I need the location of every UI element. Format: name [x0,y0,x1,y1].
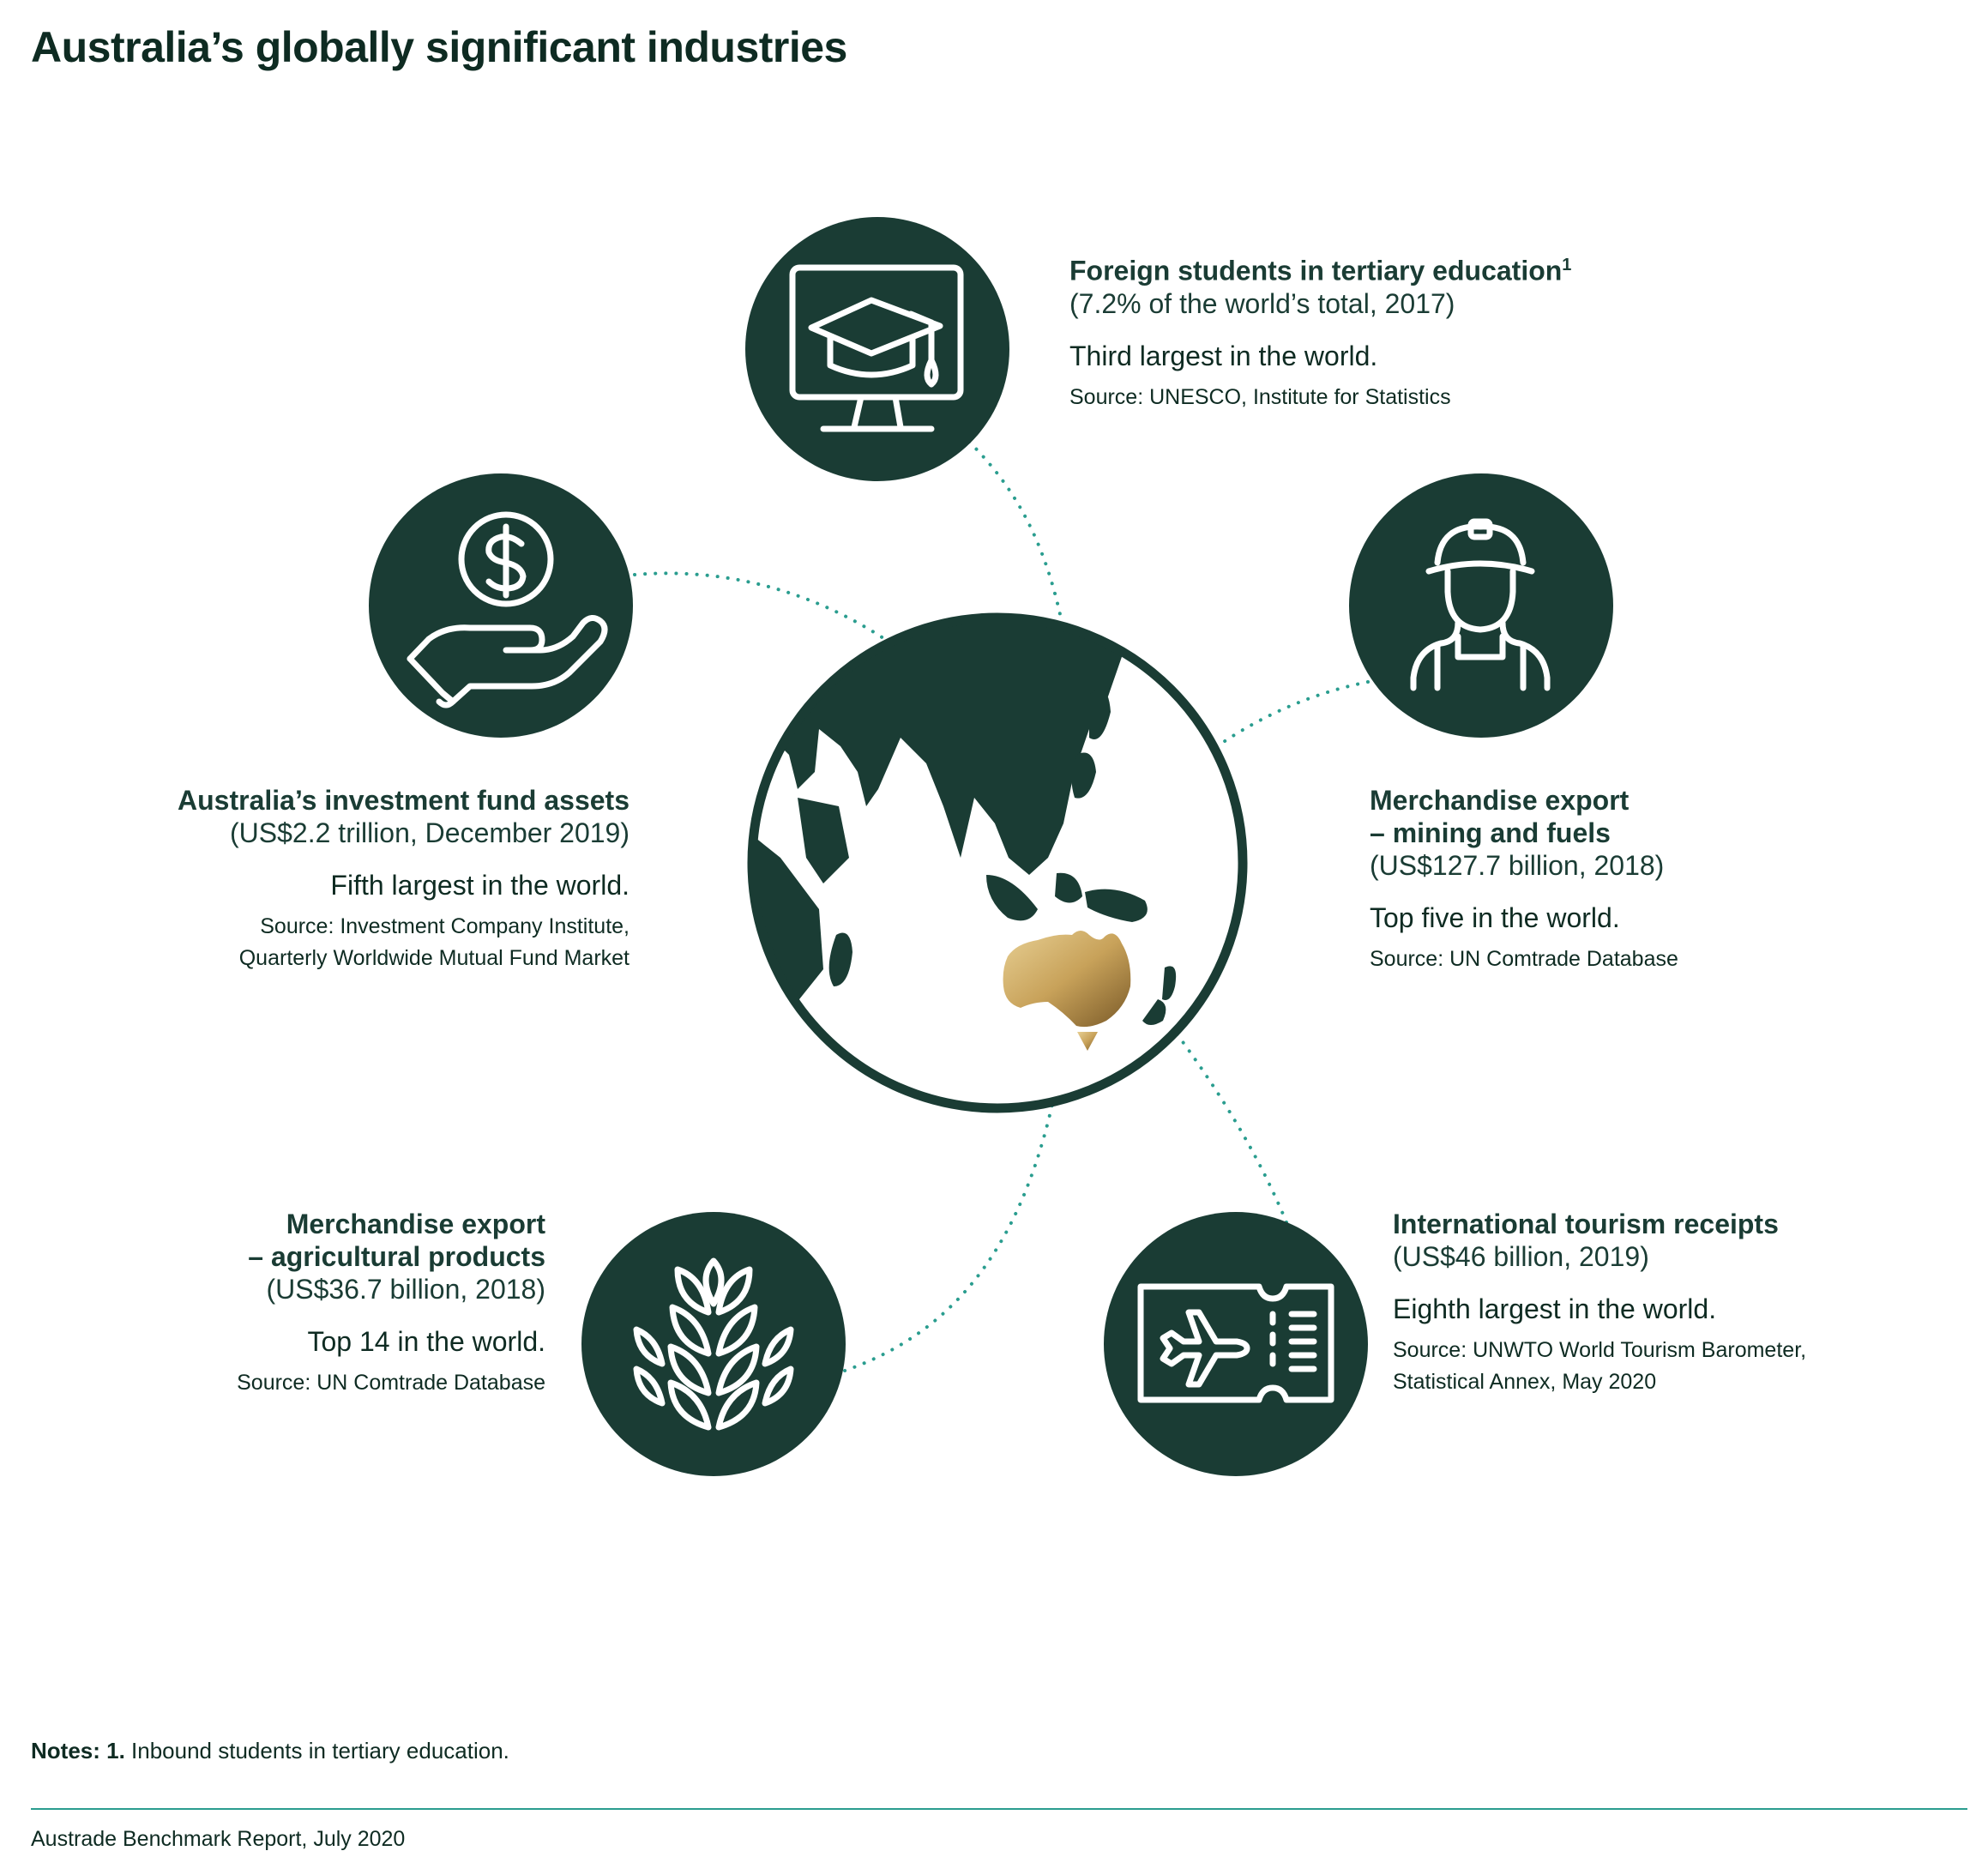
item-agriculture-text [237,1208,545,1399]
item-heading-line: Merchandise export [286,1209,545,1239]
item-tourism-text [1393,1208,1806,1398]
item-heading: Australia’s investment fund assets [178,785,630,816]
hand-dollar-icon [369,473,633,738]
item-mining-text [1370,784,1678,975]
item-source [1393,1335,1806,1398]
notes [31,1738,509,1764]
item-rank: Top 14 in the world. [307,1326,545,1357]
graduation-monitor-icon [745,217,1009,481]
footnote-marker: 1 [1562,256,1572,274]
item-source-line: Source: Investment Company Institute, [260,914,630,938]
item-subheading: (US$36.7 billion, 2018) [266,1274,545,1305]
item-subheading: (US$2.2 trillion, December 2019) [230,817,630,848]
item-education-text [1069,249,1571,413]
item-heading-line: Merchandise export [1370,785,1630,816]
miner-icon [1349,473,1613,738]
globe-australia-icon [738,600,1245,1111]
item-investment-text [178,784,630,974]
footer-text: Austrade Benchmark Report, July 2020 [31,1827,406,1851]
page-title: Australia’s globally significant industries [31,23,847,71]
item-rank: Third largest in the world. [1069,340,1378,371]
item-rank: Top five in the world. [1370,902,1620,933]
notes-label: Notes: 1. [31,1738,125,1764]
item-source: Source: UNESCO, Institute for Statistics [1069,384,1451,409]
item-heading: International tourism receipts [1393,1209,1779,1239]
item-heading-line: – mining and fuels [1370,817,1611,848]
item-subheading: (US$127.7 billion, 2018) [1370,850,1665,881]
item-subheading: (US$46 billion, 2019) [1393,1241,1649,1272]
item-source [178,911,630,974]
footer-divider [31,1808,1967,1810]
item-rank: Fifth largest in the world. [330,870,630,901]
item-source-line: Source: UNWTO World Tourism Barometer, [1393,1338,1807,1362]
item-source-line: Quarterly Worldwide Mutual Fund Market [238,946,630,970]
item-rank: Eighth largest in the world. [1393,1293,1717,1324]
item-source-line: Statistical Annex, May 2020 [1393,1370,1657,1394]
item-heading-line: – agricultural products [248,1241,545,1272]
notes-text: Inbound students in tertiary education. [124,1738,509,1764]
item-source: Source: UN Comtrade Database [1370,947,1678,971]
plane-ticket-icon [1104,1212,1368,1476]
item-heading: Foreign students in tertiary education$^1$ [1069,255,1572,286]
wheat-icon [581,1212,846,1476]
item-subheading: (7.2% of the world’s total, 2017) [1069,287,1455,319]
item-source: Source: UN Comtrade Database [237,1371,545,1395]
